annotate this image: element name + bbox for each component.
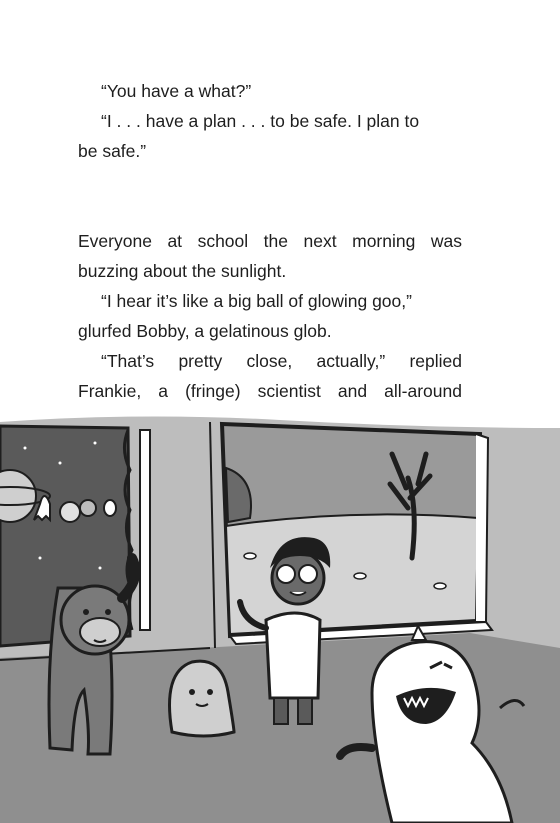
text-line: glurfed Bobby, a gelatinous glob. (78, 321, 332, 341)
text-line: “I hear it’s like a big ball of glowing goo,” (101, 291, 412, 311)
text-line: Frankie, a (fringe) scientist and all-around (78, 381, 462, 401)
text-line: “You have a what?” (101, 81, 252, 101)
monster-classroom-illustration (0, 408, 560, 823)
text-line: “I . . . have a plan . . . to be safe. I plan to (101, 111, 420, 131)
dialogue-block-1 (78, 76, 462, 166)
window-landscape (222, 424, 492, 644)
narrative-block-2 (78, 226, 462, 406)
text-line: buzzing about the sunlight. (78, 261, 287, 281)
text-line: Everyone at school the next morning was (78, 231, 462, 251)
text-line: “That’s pretty close, actually,” replied (101, 351, 462, 371)
text-line: be safe.” (78, 141, 147, 161)
